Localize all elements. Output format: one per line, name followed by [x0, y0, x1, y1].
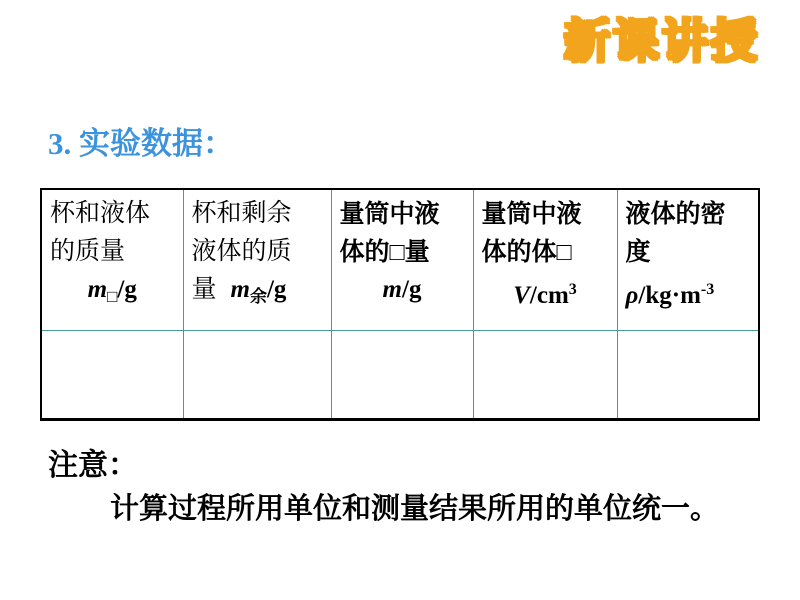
formula-variable: V: [513, 282, 530, 309]
formula-unit: /g: [402, 276, 422, 303]
data-cell-empty: [473, 331, 617, 419]
header-line: 体的体□: [481, 238, 572, 266]
data-cell-empty: [617, 331, 758, 419]
column-unit-formula: [340, 271, 465, 309]
data-cell-empty: [42, 331, 183, 419]
column-unit-formula: [50, 271, 175, 316]
data-cell-empty: [331, 331, 473, 419]
column-unit-formula: [626, 271, 751, 315]
header-cell-cylinder-liquid-mass: [331, 190, 473, 331]
lesson-banner: 新课讲授: [564, 15, 760, 67]
column-unit-formula: [192, 271, 323, 316]
formula-superscript: 3: [568, 281, 577, 298]
note-label: 注意：: [48, 449, 138, 482]
header-cell-cup-remaining-mass: [183, 190, 331, 331]
header-line: 体的□量: [339, 238, 430, 266]
header-line: 液体的质: [191, 238, 292, 265]
formula-unit: /g: [117, 276, 137, 303]
formula-variable: m: [230, 276, 250, 303]
header-line: 量筒中液: [339, 200, 440, 228]
header-cell-liquid-density: [617, 190, 758, 331]
header-cell-cup-liquid-mass: [42, 190, 183, 331]
experiment-data-table: [40, 188, 760, 421]
data-row: [42, 331, 758, 419]
formula-subscript: □: [107, 287, 118, 306]
header-line: 量筒中液: [481, 200, 582, 228]
header-line: 杯和液体: [50, 200, 151, 227]
formula-prefix: 量: [191, 276, 217, 303]
note-body: 计算过程所用单位和测量结果所用的单位统一。: [110, 493, 720, 525]
header-row: [42, 190, 758, 331]
formula-superscript: -3: [700, 281, 715, 298]
header-line: 杯和剩余: [191, 200, 292, 227]
formula-variable: m: [382, 276, 402, 303]
header-line: 液体的密: [625, 200, 726, 228]
header-line: 度: [625, 238, 651, 266]
formula-unit: /g: [266, 276, 287, 303]
header-cell-cylinder-liquid-volume: [473, 190, 617, 331]
header-line: 的质量: [50, 238, 126, 265]
formula-variable: ρ: [625, 282, 639, 309]
section-title: 3. 实验数据：: [48, 126, 234, 161]
data-cell-empty: [183, 331, 331, 419]
formula-unit: /cm: [529, 282, 569, 309]
formula-unit: /kg·m: [638, 282, 701, 309]
column-unit-formula: [482, 271, 609, 315]
formula-variable: m: [87, 276, 108, 303]
formula-subscript: 余: [249, 287, 267, 306]
